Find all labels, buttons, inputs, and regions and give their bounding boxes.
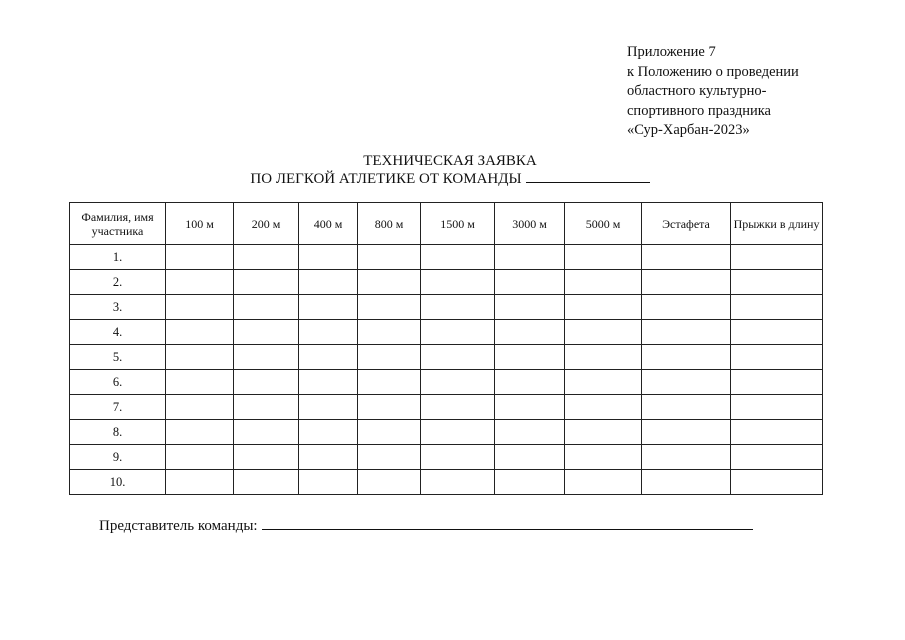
table-row [70,295,823,320]
header-1500m: 1500 м [421,203,495,245]
entry-cell[interactable] [565,395,642,420]
entry-cell[interactable] [299,270,358,295]
entry-cell[interactable] [731,395,823,420]
entry-cell[interactable] [166,295,234,320]
entry-cell[interactable] [565,295,642,320]
entry-cell[interactable] [642,295,731,320]
entry-cell[interactable] [421,270,495,295]
entry-cell[interactable] [642,345,731,370]
entry-cell[interactable] [358,470,421,495]
entry-cell[interactable] [358,320,421,345]
entry-cell[interactable] [565,370,642,395]
entry-cell[interactable] [565,270,642,295]
title-line-1: ТЕХНИЧЕСКАЯ ЗАЯВКА [363,153,537,169]
entry-cell[interactable] [421,245,495,270]
entry-cell[interactable] [495,320,565,345]
entry-cell[interactable] [495,245,565,270]
entry-cell[interactable] [731,295,823,320]
entry-cell[interactable] [421,370,495,395]
entry-cell[interactable] [166,270,234,295]
entry-cell[interactable] [731,320,823,345]
entry-cell[interactable] [421,345,495,370]
entry-cell[interactable] [166,420,234,445]
header-400m: 400 м [299,203,358,245]
entry-cell[interactable] [421,420,495,445]
table-header-row [70,203,823,245]
header-long-jump: Прыжки в длину [731,203,823,245]
team-representative [99,517,753,535]
title-line-2 [200,170,700,188]
entry-cell[interactable] [358,270,421,295]
entry-cell[interactable] [565,320,642,345]
header-5000m: 5000 м [565,203,642,245]
entry-cell[interactable] [166,345,234,370]
entry-cell[interactable] [358,395,421,420]
entry-cell[interactable] [731,370,823,395]
entry-cell[interactable] [234,370,299,395]
entry-cell[interactable] [358,295,421,320]
header-200m: 200 м [234,203,299,245]
entry-cell[interactable] [299,295,358,320]
entry-cell[interactable] [299,345,358,370]
entry-cell[interactable] [731,470,823,495]
entry-cell[interactable] [642,245,731,270]
entry-cell[interactable] [299,445,358,470]
entry-cell[interactable] [299,420,358,445]
entry-cell[interactable] [166,370,234,395]
entry-cell[interactable] [731,345,823,370]
application-table [69,202,823,495]
entry-cell[interactable] [731,420,823,445]
header-participant-name: Фамилия, имя участника [70,203,166,245]
row-number: 4. [70,320,166,345]
entry-cell[interactable] [731,245,823,270]
entry-cell[interactable] [166,245,234,270]
entry-cell[interactable] [166,445,234,470]
entry-cell[interactable] [234,345,299,370]
entry-cell[interactable] [495,295,565,320]
header-800m: 800 м [358,203,421,245]
entry-cell[interactable] [642,320,731,345]
entry-cell[interactable] [495,345,565,370]
row-number: 10. [70,470,166,495]
table-row [70,345,823,370]
row-number: 2. [70,270,166,295]
entry-cell[interactable] [565,445,642,470]
entry-cell[interactable] [495,395,565,420]
entry-cell[interactable] [495,420,565,445]
team-name-blank[interactable] [526,170,650,183]
entry-cell[interactable] [234,445,299,470]
appendix-line: к Положению о проведении [627,63,799,80]
table-row [70,370,823,395]
table-row [70,420,823,445]
table-row [70,470,823,495]
document-title [200,152,700,188]
entry-cell[interactable] [299,320,358,345]
row-number: 6. [70,370,166,395]
entry-cell[interactable] [234,420,299,445]
entry-cell[interactable] [234,270,299,295]
row-number: 9. [70,445,166,470]
appendix-line: Приложение 7 [627,44,716,60]
entry-cell[interactable] [358,245,421,270]
entry-cell[interactable] [495,370,565,395]
header-relay: Эстафета [642,203,731,245]
table-row [70,270,823,295]
entry-cell[interactable] [166,395,234,420]
header-3000m: 3000 м [495,203,565,245]
entry-cell[interactable] [565,420,642,445]
appendix-line: областного культурно- [627,83,767,99]
entry-cell[interactable] [299,370,358,395]
row-number: 3. [70,295,166,320]
table-row [70,320,823,345]
entry-cell[interactable] [421,395,495,420]
entry-cell[interactable] [642,420,731,445]
entry-cell[interactable] [495,445,565,470]
appendix-note [627,43,799,141]
title-line-2-text: ПО ЛЕГКОЙ АТЛЕТИКЕ ОТ КОМАНДЫ [250,171,522,187]
entry-cell[interactable] [166,320,234,345]
table-row [70,245,823,270]
entry-cell[interactable] [234,470,299,495]
entry-cell[interactable] [234,245,299,270]
entry-cell[interactable] [642,470,731,495]
row-number: 8. [70,420,166,445]
row-number: 5. [70,345,166,370]
header-100m: 100 м [166,203,234,245]
entry-cell[interactable] [234,295,299,320]
entry-cell[interactable] [358,345,421,370]
appendix-line: спортивного праздника [627,102,771,119]
entry-cell[interactable] [358,420,421,445]
table-row [70,395,823,420]
entry-cell[interactable] [299,245,358,270]
entry-cell[interactable] [421,320,495,345]
row-number: 7. [70,395,166,420]
entry-cell[interactable] [234,320,299,345]
entry-cell[interactable] [166,470,234,495]
representative-label: Представитель команды: [99,518,258,534]
entry-cell[interactable] [731,270,823,295]
entry-cell[interactable] [642,370,731,395]
entry-cell[interactable] [565,470,642,495]
representative-signature-line[interactable] [262,517,753,530]
entry-cell[interactable] [421,470,495,495]
entry-cell[interactable] [358,445,421,470]
entry-cell[interactable] [565,345,642,370]
row-number: 1. [70,245,166,270]
entry-cell[interactable] [642,445,731,470]
entry-cell[interactable] [495,470,565,495]
entry-cell[interactable] [642,395,731,420]
entry-cell[interactable] [234,395,299,420]
entry-cell[interactable] [299,470,358,495]
entry-cell[interactable] [495,270,565,295]
entry-cell[interactable] [565,245,642,270]
entry-cell[interactable] [421,445,495,470]
entry-cell[interactable] [731,445,823,470]
entry-cell[interactable] [421,295,495,320]
entry-cell[interactable] [642,270,731,295]
entry-cell[interactable] [299,395,358,420]
entry-cell[interactable] [358,370,421,395]
table-row [70,445,823,470]
appendix-line: «Сур-Харбан-2023» [627,122,750,138]
